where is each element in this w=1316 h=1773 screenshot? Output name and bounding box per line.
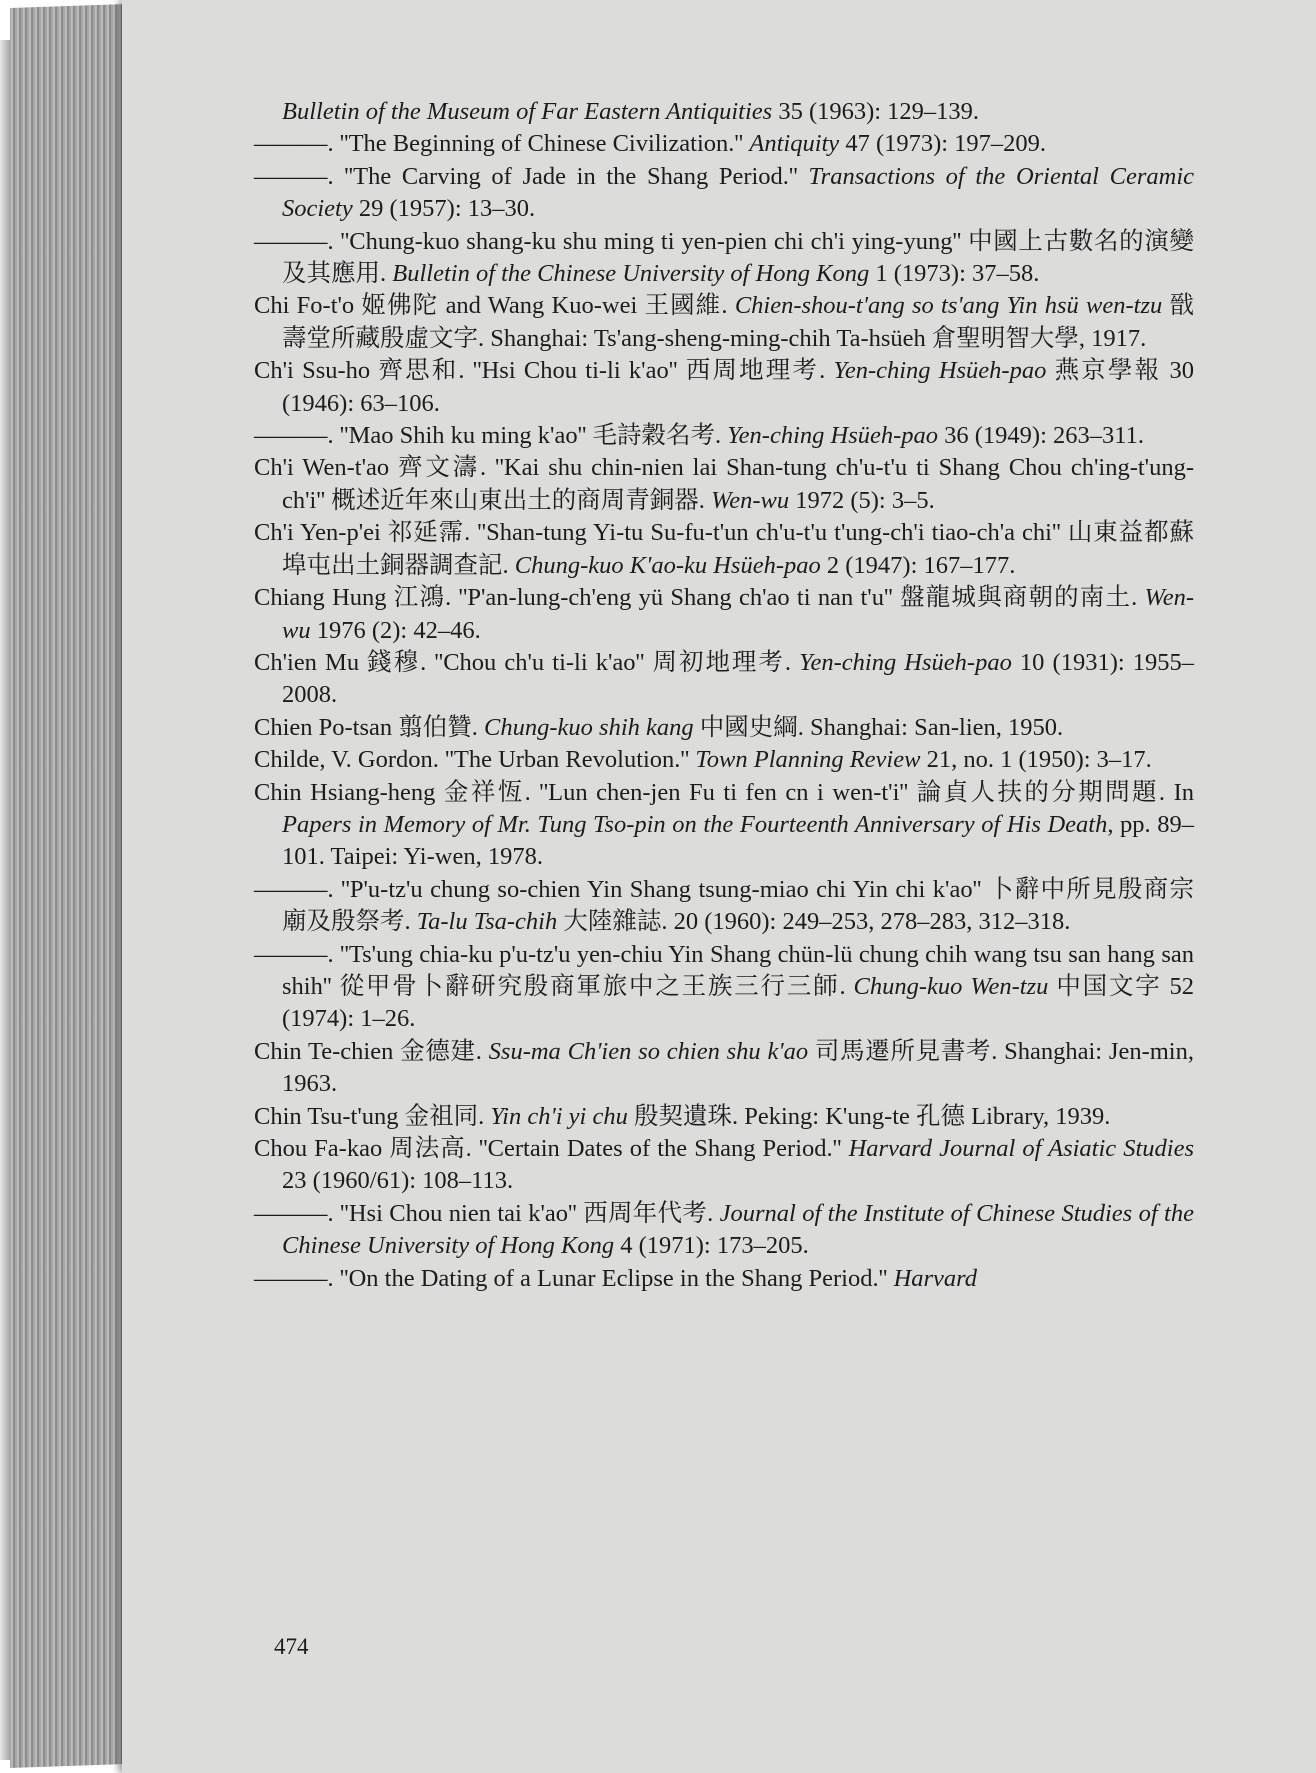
entry-title-italic: Yin ch'i yi chu: [490, 1102, 628, 1130]
entry-text: ———. ''The Beginning of Chinese Civilization.'': [254, 130, 750, 158]
bibliography-entry: [254, 96, 1194, 128]
entry-title-italic: Chung-kuo shih kang: [484, 713, 694, 741]
entry-title-italic: Ssu-ma Ch'ien so chien shu k'ao: [488, 1037, 809, 1065]
entry-title-italic: Bulletin of the Museum of Far Eastern Antiquities: [282, 98, 773, 125]
entry-text: 2 (1947): 167–177.: [820, 551, 1016, 579]
bibliography-entry: [254, 712, 1194, 744]
bibliography-list: [254, 96, 1194, 1295]
bibliography-entry: [254, 744, 1194, 776]
bibliography-entry: [254, 226, 1194, 291]
entry-title-italic: Chien-shou-t'ang so ts'ang Yin hsü wen-tzu: [734, 292, 1163, 320]
page-number: 474: [274, 1634, 309, 1659]
entry-title-italic: Journal of the Institute of Chinese Studies of the Chinese University of Hong Kong: [282, 1199, 1194, 1260]
bibliography-entry: [254, 647, 1194, 712]
entry-text: 10 (1931): 1955–2008.: [282, 648, 1195, 709]
entry-title-italic: Yen-ching Hsüeh-pao: [799, 648, 1012, 676]
entry-text: Chi Fo-t'o 姬佛陀 and Wang Kuo-wei 王國維.: [254, 292, 735, 320]
entry-text: 中國史綱. Shanghai: San-lien, 1950.: [693, 713, 1064, 741]
bibliography-entry: [254, 1198, 1194, 1263]
entry-text: 中国文字 52 (1974): 1–26.: [282, 972, 1194, 1033]
bibliography-entry: [254, 355, 1194, 420]
entry-text: 1976 (2): 42–46.: [310, 616, 481, 644]
entry-title-italic: Antiquity: [749, 130, 840, 158]
entry-title-italic: Town Planning Review: [695, 746, 921, 774]
bibliography-entry: [254, 517, 1194, 582]
bibliography-entry: [254, 874, 1194, 939]
entry-text: ———. ''P'u-tz'u chung so-chien Yin Shang tsung-miao chi Yin chi k'ao'' 卜辭中所見殷商宗廟及殷祭考.: [254, 875, 1194, 936]
bibliography-entry: [254, 1036, 1194, 1101]
entry-text: 4 (1971): 173–205.: [614, 1232, 809, 1260]
entry-text: Chin Hsiang-heng 金祥恆. ''Lun chen-jen Fu ti fen cn i wen-t'i'' 論貞人扶的分期問題. In: [254, 778, 1194, 806]
entry-text: 29 (1957): 13–30.: [352, 195, 536, 223]
bibliography-entry: [254, 777, 1194, 874]
entry-text: ———. ''The Carving of Jade in the Shang Period.'': [254, 162, 809, 190]
bibliography-entry: [254, 1133, 1194, 1198]
entry-title-italic: Bulletin of the Chinese University of Hong Kong: [392, 260, 870, 288]
entry-text: Chiang Hung 江鴻. ''P'an-lung-ch'eng yü Shang ch'ao ti nan t'u'' 盤龍城與商朝的南土.: [254, 584, 1145, 612]
entry-text: Ch'i Wen-t'ao 齊文濤. ''Kai shu chin-nien lai Shan-tung ch'u-t'u ti Shang Chou ch'ing-t'ung-ch'i'' 概述近年來山東出土的商周青銅器.: [254, 454, 1194, 514]
entry-text: Chin Tsu-t'ung 金祖同.: [254, 1102, 491, 1130]
bibliography-entry: [254, 1101, 1194, 1133]
entry-text: 司馬遷所見書考. Shanghai: Jen-min, 1963.: [282, 1037, 1194, 1098]
entry-title-italic: Chung-kuo K'ao-ku Hsüeh-pao: [514, 551, 821, 579]
entry-text: 1972 (5): 3–5.: [789, 486, 935, 514]
entry-text: Chin Te-chien 金德建.: [254, 1037, 489, 1065]
entry-text: 35 (1963): 129–139.: [772, 98, 980, 125]
entry-title-italic: Yen-ching Hsüeh-pao: [727, 422, 939, 450]
entry-text: ———. ''On the Dating of a Lunar Eclipse in the Shang Period.'': [254, 1264, 894, 1292]
entry-text: Chou Fa-kao 周法高. ''Certain Dates of the Shang Period.'': [254, 1135, 849, 1162]
bibliography-entry: [254, 582, 1194, 647]
entry-text: 1 (1973): 37–58.: [869, 260, 1040, 288]
bibliography-entry: [254, 128, 1194, 160]
entry-text: 大陸雜誌. 20 (1960): 249–253, 278–283, 312–318.: [557, 908, 1071, 936]
entry-text: 21, no. 1 (1950): 3–17.: [920, 746, 1152, 774]
entry-title-italic: Harvard: [893, 1264, 978, 1292]
entry-title-italic: Wen-wu: [282, 584, 1194, 644]
bibliography-entry: [254, 1263, 1194, 1295]
bibliography-entry: [254, 161, 1194, 226]
entry-title-italic: Ta-lu Tsa-chih: [416, 908, 558, 936]
entry-title-italic: Chung-kuo Wen-tzu: [853, 972, 1049, 1000]
entry-title-italic: Harvard Journal of Asiatic Studies: [848, 1135, 1195, 1162]
bibliography-entry: [254, 290, 1194, 355]
bibliography-entry: [254, 452, 1194, 517]
entry-text: 23 (1960/61): 108–113.: [282, 1167, 514, 1195]
book-page-stack: [10, 4, 126, 1768]
entry-text: 36 (1949): 263–311.: [938, 422, 1144, 450]
entry-title-italic: Wen-wu: [711, 486, 790, 514]
entry-text: Chien Po-tsan 翦伯贊.: [254, 713, 485, 741]
entry-text: ———. ''Chung-kuo shang-ku shu ming ti yen-pien chi ch'i ying-yung'' 中國上古數名的演變及其應用.: [254, 227, 1194, 288]
entry-text: Childe, V. Gordon. ''The Urban Revolution.'': [254, 746, 696, 774]
entry-text: 戩壽堂所藏殷虛文字. Shanghai: Ts'ang-sheng-ming-chih Ta-hsüeh 倉聖明智大學, 1917.: [282, 292, 1195, 352]
entry-text: ———. ''Hsi Chou nien tai k'ao'' 西周年代考.: [254, 1199, 720, 1227]
entry-text: ———. ''Ts'ung chia-ku p'u-tz'u yen-chiu Yin Shang chün-lü chung chih wang tsu san hang san shih'' 從甲骨卜辭研究殷商軍旅中之王族三行三師.: [254, 940, 1194, 1000]
entry-text: 燕京學報 30 (1946): 63–106.: [282, 357, 1195, 417]
entry-title-italic: Papers in Memory of Mr. Tung Tso-pin on the Fourteenth Anniversary of His Death: [282, 810, 1108, 838]
entry-text: Ch'i Ssu-ho 齊思和. ''Hsi Chou ti-li k'ao'' 西周地理考.: [254, 357, 834, 385]
entry-text: Ch'ien Mu 錢穆. ''Chou ch'u ti-li k'ao'' 周初地理考.: [254, 648, 800, 676]
entry-text: 殷契遺珠. Peking: K'ung-te 孔德 Library, 1939.: [627, 1102, 1111, 1130]
bibliography-entry: [254, 420, 1194, 452]
entry-text: , pp. 89–101. Taipei: Yi-wen, 1978.: [282, 810, 1194, 871]
bibliography-entry: [254, 939, 1194, 1036]
entry-text: ———. ''Mao Shih ku ming k'ao'' 毛詩穀名考.: [254, 422, 728, 450]
entry-title-italic: Transactions of the Oriental Ceramic Society: [282, 162, 1194, 223]
entry-title-italic: Yen-ching Hsüeh-pao: [833, 357, 1047, 385]
book-page: [122, 0, 1316, 1773]
entry-text: Ch'i Yen-p'ei 祁延霈. ''Shan-tung Yi-tu Su-fu-t'un ch'u-t'u t'ung-ch'i tiao-ch'a chi'' 山東益都蘇埠屯出土銅器調查記.: [254, 519, 1194, 579]
entry-text: 47 (1973): 197–209.: [839, 130, 1047, 158]
